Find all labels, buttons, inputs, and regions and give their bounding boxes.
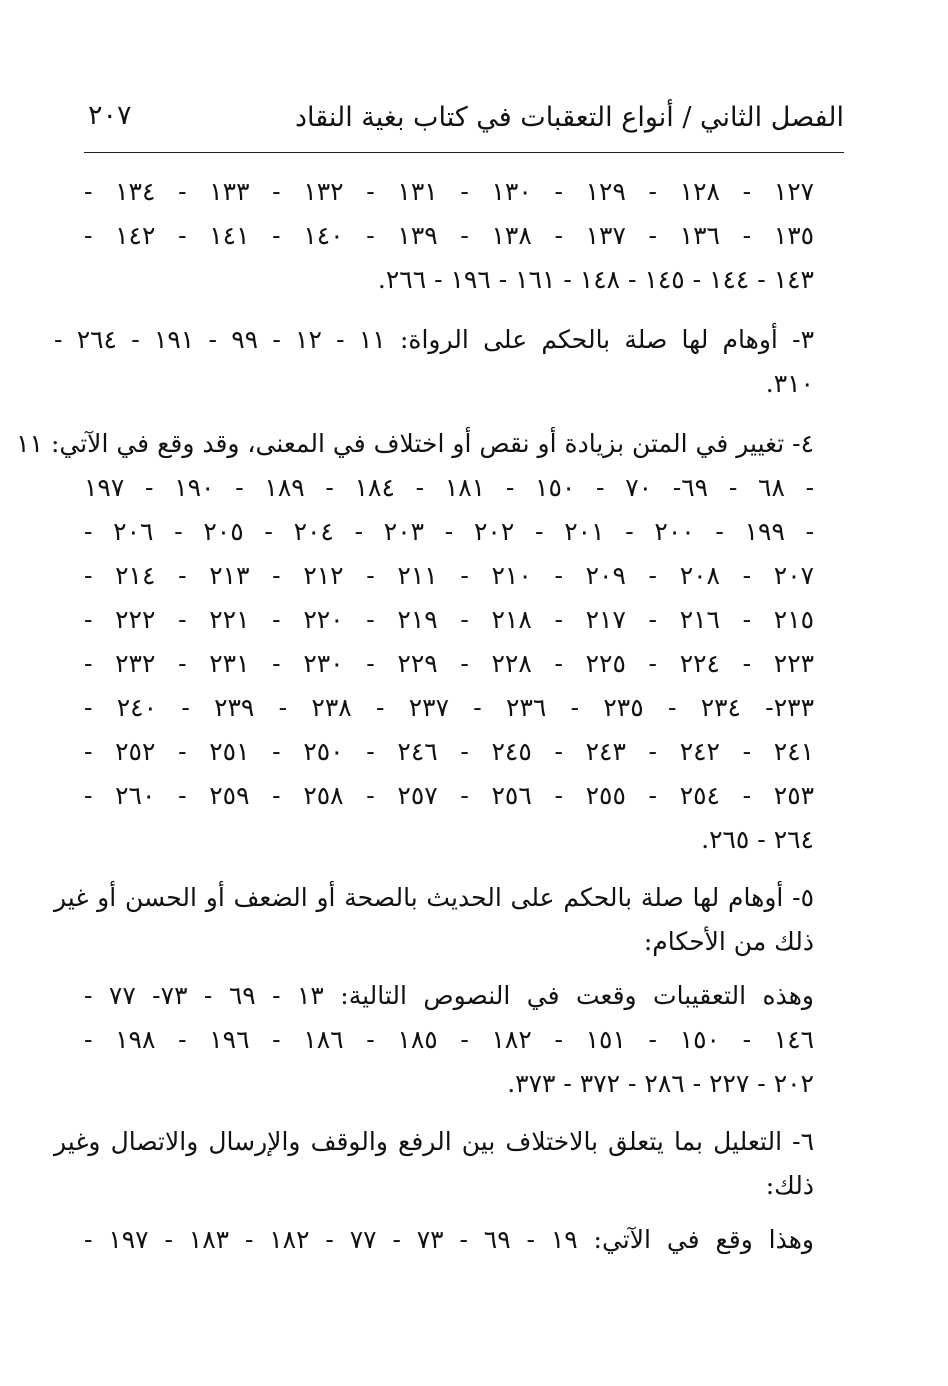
list-item-4-line: ٢٠٧ - ٢٠٨ - ٢٠٩ - ٢١٠ - ٢١١ - ٢١٢ - ٢١٣ - ٢١٤ -	[84, 561, 815, 590]
list-item-5-line: ١٤٦ - ١٥٠ - ١٥١ - ١٨٢ - ١٨٥ - ١٨٦ - ١٩٦ - ١٩٨ -	[84, 1025, 815, 1054]
header-rule	[84, 152, 844, 153]
text-line: ١٤٣ - ١٤٤ - ١٤٥ - ١٤٨ - ١٦١ - ١٩٦ - ٢٦٦.	[377, 265, 814, 294]
list-item-4-line: ٤- تغيير في المتن بزيادة أو نقص أو اختلاف في المعنى، وقد وقع في الآتي: ١١	[16, 429, 814, 458]
list-item-4-line: ٢٦٤ - ٢٦٥.	[701, 825, 814, 854]
list-item-4-line: - ١٩٩ - ٢٠٠ - ٢٠١ - ٢٠٢ - ٢٠٣ - ٢٠٤ - ٢٠٥ - ٢٠٦ -	[84, 517, 815, 546]
list-item-4-line: - ٦٨ - ٦٩- ٧٠ - ١٥٠ - ١٨١ - ١٨٤ - ١٨٩ - ١٩٠ - ١٩٧	[84, 473, 815, 502]
page-number: ٢٠٧	[88, 100, 132, 131]
list-item-5-line: ذلك من الأحكام:	[643, 927, 814, 956]
list-item-4-line: ٢٥٣ - ٢٥٤ - ٢٥٥ - ٢٥٦ - ٢٥٧ - ٢٥٨ - ٢٥٩ - ٢٦٠ -	[84, 781, 815, 810]
list-item-4-line: ٢١٥ - ٢١٦ - ٢١٧ - ٢١٨ - ٢١٩ - ٢٢٠ - ٢٢١ - ٢٢٢ -	[84, 605, 815, 634]
chapter-title: الفصل الثاني / أنواع التعقبات في كتاب بغية النقاد	[294, 102, 844, 133]
list-item-4-line: ٢٣٣- ٢٣٤ - ٢٣٥ - ٢٣٦ - ٢٣٧ - ٢٣٨ - ٢٣٩ - ٢٤٠ -	[84, 693, 815, 722]
text-line: ١٢٧ - ١٢٨ - ١٢٩ - ١٣٠ - ١٣١ - ١٣٢ - ١٣٣ - ١٣٤ -	[84, 177, 815, 206]
list-item-5-line: ٥- أوهام لها صلة بالحكم على الحديث بالصحة أو الضعف أو الحسن أو غير	[54, 883, 814, 912]
list-item-6-line: ذلك:	[765, 1171, 814, 1200]
list-item-6-line: ٦- التعليل بما يتعلق بالاختلاف بين الرفع والوقف والإرسال والاتصال وغير	[54, 1127, 814, 1156]
list-item-4-line: ٢٢٣ - ٢٢٤ - ٢٢٥ - ٢٢٨ - ٢٢٩ - ٢٣٠ - ٢٣١ - ٢٣٢ -	[84, 649, 815, 678]
text-line: ١٣٥ - ١٣٦ - ١٣٧ - ١٣٨ - ١٣٩ - ١٤٠ - ١٤١ - ١٤٢ -	[84, 221, 815, 250]
running-header	[84, 96, 844, 140]
list-item-5-line: وهذه التعقيبات وقعت في النصوص التالية: ١٣ - ٦٩ - ٧٣- ٧٧ -	[84, 981, 815, 1010]
list-item-6-line: وهذا وقع في الآتي: ١٩ - ٦٩ - ٧٣ - ٧٧ - ١٨٢ - ١٨٣ - ١٩٧ -	[84, 1225, 814, 1254]
list-item-3-line: ٣- أوهام لها صلة بالحكم على الرواة: ١١ - ١٢ - ٩٩ - ١٩١ - ٢٦٤ -	[54, 325, 814, 354]
list-item-3-line: ٣١٠.	[765, 369, 814, 398]
list-item-5-line: ٢٠٢ - ٢٢٧ - ٢٨٦ - ٣٧٢ - ٣٧٣.	[507, 1069, 814, 1098]
list-item-4-line: ٢٤١ - ٢٤٢ - ٢٤٣ - ٢٤٥ - ٢٤٦ - ٢٥٠ - ٢٥١ - ٢٥٢ -	[84, 737, 815, 766]
